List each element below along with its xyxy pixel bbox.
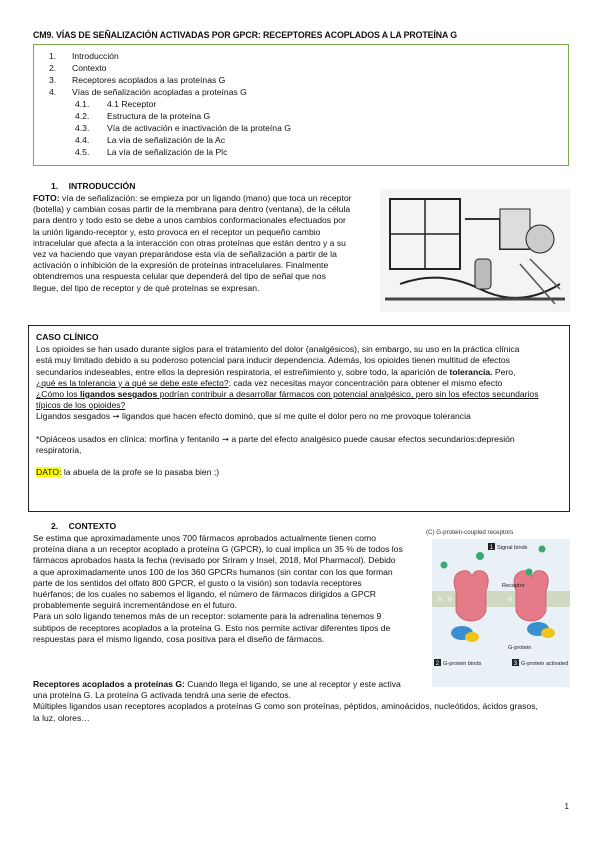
g-protein-subunit — [541, 628, 555, 638]
gpcr-lead: Receptores acoplados a proteínas G: — [33, 679, 185, 689]
gpcr-line: Cuando llega el ligando, se une al receptor y este activa — [184, 679, 401, 689]
gpcr-line: una proteína G. La proteína G activada tendrá una serie de efectos. — [33, 690, 291, 701]
clinical-line: Los opioides se han usado durante siglos para el tratamiento del dolor (analgésicos), sin embargo, su uso en la práctica clínica — [36, 344, 520, 355]
question-biased-end: típicos de los opioides? — [36, 400, 126, 411]
toc-item-num: 1. — [49, 51, 57, 61]
figure-label-activated: G-protein activated — [521, 661, 569, 667]
intro-line: llegue, del tipo de receptor y de qué proteínas se expresan. — [33, 282, 260, 293]
toc-item-num: 4. — [49, 87, 57, 97]
context-line: respuestas para el mismo ligando, cosa positiva para el diseño de fármacos. — [33, 633, 325, 644]
toc-subitem-text: 4.1 Receptor — [107, 99, 157, 109]
receptor-left — [454, 571, 488, 621]
toc-subitem-num: 4.2. — [75, 111, 90, 121]
answer-tolerance: : cada vez necesitas mayor concentración para obtener el mismo efecto — [228, 377, 503, 388]
intro-line: (botella) y cambian cosas partir de la membrana para dentro (ventana), de la célula — [33, 204, 351, 215]
clinical-line: secundarios indeseables, entre ellos la depresión respiratoria, el estreñimiento y, sobre todo, la aparición de — [36, 366, 450, 377]
context-line: a que aproximadamente unos 100 de los 360 GPCRs humanos (sin contar con los que forman — [33, 566, 393, 577]
intro-line: activación o inhibición de la expresión de proteínas intracelulares. Finalmente — [33, 260, 329, 271]
context-line: Para un solo ligando tenemos más de un receptor: solamente para la adrenalina tenemos 9 — [33, 611, 382, 622]
toc-subitem-text: Vía de activación e inactivación de la proteína G — [107, 123, 291, 133]
context-line: proteína diana a un receptor acoplado a proteína G (GPCR), lo cual implica un 35 % de todos los — [33, 544, 403, 555]
step-number: 3 — [513, 660, 518, 667]
context-line: subtipos de receptores acoplados a la proteína G. Esto nos permite activar diferentes tipos de — [33, 622, 391, 633]
toc-item-num: 2. — [49, 63, 57, 73]
section-heading-num: 2. — [51, 521, 59, 531]
toc-subitem-num: 4.1. — [75, 99, 90, 109]
intro-line: vez va haciendo que vayan preparándose esta vía de señalización a partir de la — [33, 249, 337, 260]
clinical-line: está muy limitado debido a su poderoso potencial para inducir dependencia. Además, los opioides tienen multitud de efectos — [36, 355, 510, 366]
question-biased-rest: podrían contribuir a desarrollar fármacos con potencial analgésico, pero sin los efectos secundarios — [157, 389, 539, 400]
intro-line: la unión ligando-receptor y, esto provoca en el receptor un pequeño cambio — [33, 226, 321, 237]
toc-item-text: Vías de señalización acopladas a proteínas G — [72, 87, 247, 97]
opiates-note-end: respiratoria, — [36, 444, 82, 455]
context-line: Se estima que aproximadamente unos 700 fármacos aprobados actualmente tienen como — [33, 533, 376, 543]
photo-label: FOTO: — [33, 193, 60, 203]
section-heading-context — [51, 521, 116, 532]
biased-ligands-term: ligandos sesgados — [79, 389, 158, 400]
page-number: 1 — [564, 802, 569, 811]
gpcr-figure — [420, 525, 570, 687]
context-line: huérfanos; de los cuales no sabemos el ligando, el número de fármacos dirigidos a GPCR — [33, 589, 376, 600]
figure-label-binds: G-protein binds — [443, 661, 482, 667]
dato-text: la abuela de la profe se lo pasaba bien ;) — [61, 467, 220, 478]
context-line: fármacos aprobados hasta la fecha (revisado por Sriram y Insel, 2018, Mol Pharmacol). Debido — [33, 555, 396, 566]
toc-subitem-text: Estructura de la proteína G — [107, 111, 211, 121]
bound-signal — [526, 569, 533, 576]
intro-paragraph — [33, 193, 373, 294]
receptor-right — [514, 571, 548, 621]
section-heading-num: 1. — [51, 181, 59, 191]
clinical-case-box — [28, 325, 570, 512]
toc-subitem-num: 4.5. — [75, 147, 90, 157]
signal-molecule — [539, 546, 546, 553]
intro-line: intracelular que afecta a la interacción con otras proteínas que están dentro y a su — [33, 237, 346, 248]
toc-subitem-text: La vía de señalización de la Ac — [107, 135, 226, 145]
clinical-heading: CASO CLÍNICO — [36, 332, 99, 342]
signaling-cartoon-image — [380, 189, 570, 312]
g-protein-subunit — [465, 632, 479, 642]
intro-line: para dentro y todo esto se debe a unos cambios conformacionales efectuados por — [33, 215, 346, 226]
toc-subitem-num: 4.4. — [75, 135, 90, 145]
gpcr-line: Múltiples ligandos usan receptores acoplados a proteínas G como son proteínas, péptidos, aminoácidos, nucleótidos, ácidos grasos, — [33, 701, 538, 712]
context-paragraph — [33, 533, 418, 645]
gpcr-line: la luz, olores… — [33, 712, 90, 723]
signal-molecule — [441, 562, 448, 569]
table-of-contents — [33, 44, 569, 166]
intro-line: obtendremos una respuesta celular que dependerá del tipo de señal que nos — [33, 271, 326, 282]
tolerance-term: tolerancia. — [449, 366, 493, 377]
figure-caption: (C) G-protein-coupled receptors — [426, 529, 514, 536]
membrane — [432, 591, 570, 607]
question-tolerance: ¿qué es la tolerancia y a qué se debe este efecto? — [36, 377, 229, 388]
page-title: CM9. VÍAS DE SEÑALIZACIÓN ACTIVADAS POR GPCR: RECEPTORES ACOPLADOS A LA PROTEÍNA G — [33, 30, 458, 40]
toc-item-num: 3. — [49, 75, 57, 85]
figure-label-receptor: Receptor — [502, 583, 525, 589]
toc-item-text: Contexto — [72, 63, 107, 73]
opiates-note: *Opiáceos usados en clínica: morfina y fentanilo ➞ a parte del efecto analgésico puede causar efectos secundarios:depresión — [36, 433, 515, 444]
context-line: parte de los sentidos del olfato 800 GPCR, el gusto o la visión) son todavía receptores — [33, 577, 362, 588]
step-number: 1 — [489, 544, 494, 551]
figure-label-gprotein: G-protein — [508, 645, 532, 651]
clinical-line-end: Pero, — [492, 366, 516, 377]
section-heading-intro — [51, 181, 135, 192]
toc-item-text: Introducción — [72, 51, 119, 61]
section-heading-text: INTRODUCCIÓN — [68, 181, 136, 191]
figure-label-signal: Signal binds — [497, 545, 528, 551]
intro-line: vía de señalización: se empieza por un ligando (mano) que toca un receptor — [59, 193, 352, 203]
step-number: 2 — [435, 660, 440, 667]
context-line: probablemente seguirá incrementándose en el futuro. — [33, 600, 237, 611]
section-heading-text: CONTEXTO — [68, 521, 117, 531]
dato-label: DATO: — [36, 467, 62, 478]
toc-item-text: Receptores acoplados a las proteínas G — [72, 75, 226, 85]
signal-molecule — [476, 552, 484, 560]
toc-subitem-num: 4.3. — [75, 123, 90, 133]
question-biased-start: ¿Cómo los — [36, 389, 80, 400]
toc-subitem-text: La vía de señalización de la Plc — [107, 147, 228, 157]
biased-ligands-note: Ligandos sesgados ➞ ligandos que hacen efecto dominó, que sí me quite el dolor pero no me provoque tolerancia — [36, 411, 471, 422]
